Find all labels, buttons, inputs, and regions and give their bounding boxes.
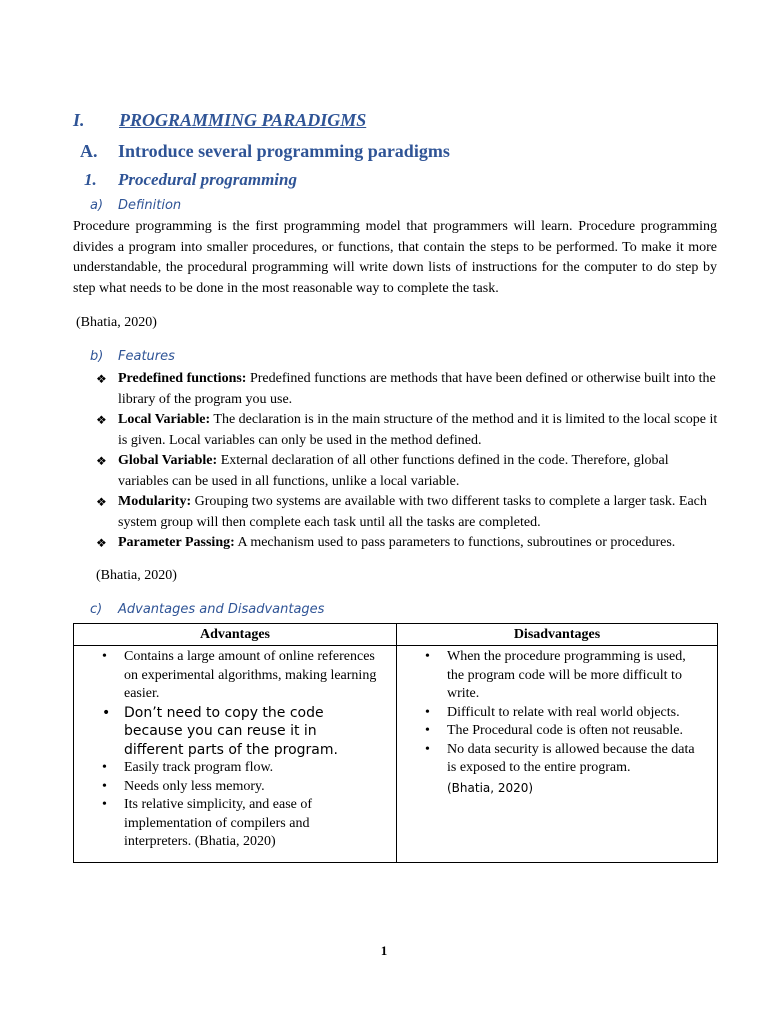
bullet-icon: • — [102, 760, 107, 775]
list-item — [74, 704, 396, 760]
adv-disadv-title: Advantages and Disadvantages — [118, 602, 325, 617]
advantages-cell — [74, 646, 397, 863]
bullet-icon: • — [102, 704, 111, 721]
advantage-text: Easily track program flow. — [124, 760, 274, 775]
advantages-disadvantages-table — [73, 623, 718, 863]
definition-title: Definition — [118, 198, 182, 213]
bullet-icon: • — [425, 723, 430, 738]
diamond-bullet-icon: ❖ — [96, 413, 107, 427]
feature-text: A mechanism used to pass parameters to functions, subroutines or procedures. — [234, 535, 676, 550]
list-item — [397, 722, 717, 741]
heading3-title: Procedural programming — [118, 170, 297, 189]
heading-advantages-disadvantages — [90, 602, 324, 617]
disadvantage-text: The Procedural code is often not reusable. — [447, 723, 683, 738]
list-item — [96, 451, 720, 492]
features-list — [96, 369, 720, 554]
disadvantage-text: Difficult to relate with real world objects. — [447, 704, 680, 720]
heading3-number: 1. — [84, 170, 97, 189]
advantage-text: Its relative simplicity, and ease of implementation of compilers and interpreters. (Bhatia, 2020) — [124, 797, 313, 849]
feature-term: Predefined functions: — [118, 371, 247, 386]
list-item — [74, 648, 396, 704]
heading2-number: A. — [80, 141, 98, 161]
bullet-icon: • — [102, 649, 107, 664]
feature-text: Predefined functions are methods that have been defined or otherwise built into the library of the program you use. — [118, 371, 716, 407]
list-item — [397, 704, 717, 723]
list-item — [74, 759, 396, 778]
advantages-header: Advantages — [74, 624, 397, 646]
feature-term: Parameter Passing: — [118, 535, 235, 550]
heading1-number: I. — [73, 110, 85, 130]
diamond-bullet-icon: ❖ — [96, 454, 107, 468]
feature-text: Grouping two systems are available with two different tasks to complete a larger task. Each system group will then complete each task until all the tasks are completed. — [118, 494, 707, 530]
bullet-icon: • — [425, 649, 430, 664]
heading1-title: PROGRAMMING PARADIGMS — [119, 110, 367, 130]
table-row — [74, 646, 718, 863]
list-item — [397, 741, 717, 778]
page-number: 1 — [380, 943, 388, 958]
heading-features — [90, 349, 175, 364]
diamond-bullet-icon: ❖ — [96, 536, 107, 550]
feature-term: Local Variable: — [118, 412, 211, 427]
feature-text: The declaration is in the main structure of the method and it is limited to the local scope it is given. Local variables can only be used in the method defined. — [118, 412, 718, 448]
advantage-text: Contains a large amount of online references on experimental algorithms, making learning easier. — [124, 649, 377, 701]
list-item — [74, 778, 396, 797]
table-header-row — [74, 624, 718, 646]
advantage-text: Needs only less memory. — [124, 778, 265, 794]
feature-term: Modularity: — [118, 494, 192, 509]
definition-paragraph: Procedure programming is the first programming model that programmers will learn. Procedure programming divides a program into smaller procedures, or functions, that contain the steps to be performed. To make it more understandable, the procedural programming will write down lists of instructions for the computer to do step by step what needs to be done in the most reasonable way to complete the task. — [73, 219, 717, 296]
advantage-text: Don’t need to copy the code because you can reuse it in different parts of the program. — [124, 704, 338, 758]
adv-disadv-number: c) — [90, 602, 103, 617]
heading2-title: Introduce several programming paradigms — [118, 141, 450, 161]
heading-procedural-programming — [84, 170, 297, 190]
definition-number: a) — [90, 198, 104, 213]
bullet-icon: • — [102, 778, 107, 794]
heading-introduce-paradigms — [80, 141, 450, 162]
disadvantages-citation: (Bhatia, 2020) — [447, 780, 534, 795]
feature-term: Global Variable: — [118, 453, 218, 468]
features-number: b) — [90, 349, 104, 364]
definition-citation: (Bhatia, 2020) — [76, 315, 157, 330]
bullet-icon: • — [102, 797, 107, 812]
disadvantage-text: When the procedure programming is used, the program code will be more difficult to write. — [447, 649, 686, 701]
disadvantages-header: Disadvantages — [397, 624, 718, 646]
heading-programming-paradigms — [73, 110, 366, 131]
advantages-list — [74, 648, 396, 852]
list-item — [96, 369, 720, 410]
features-citation: (Bhatia, 2020) — [96, 568, 177, 583]
list-item — [397, 648, 717, 704]
bullet-icon: • — [425, 704, 430, 720]
heading-definition — [90, 198, 181, 213]
features-title: Features — [118, 349, 175, 364]
list-item — [96, 492, 720, 533]
disadvantages-list — [397, 648, 717, 778]
feature-text: External declaration of all other functions defined in the code. Therefore, global variables can be used in all functions, unlike a local variable. — [118, 453, 669, 489]
list-item — [96, 410, 720, 451]
diamond-bullet-icon: ❖ — [96, 372, 107, 386]
diamond-bullet-icon: ❖ — [96, 495, 107, 509]
list-item — [96, 533, 720, 554]
disadvantage-text: No data security is allowed because the data is exposed to the entire program. — [447, 741, 695, 775]
list-item — [74, 796, 396, 852]
bullet-icon: • — [425, 741, 430, 757]
disadvantages-cell — [397, 646, 718, 863]
